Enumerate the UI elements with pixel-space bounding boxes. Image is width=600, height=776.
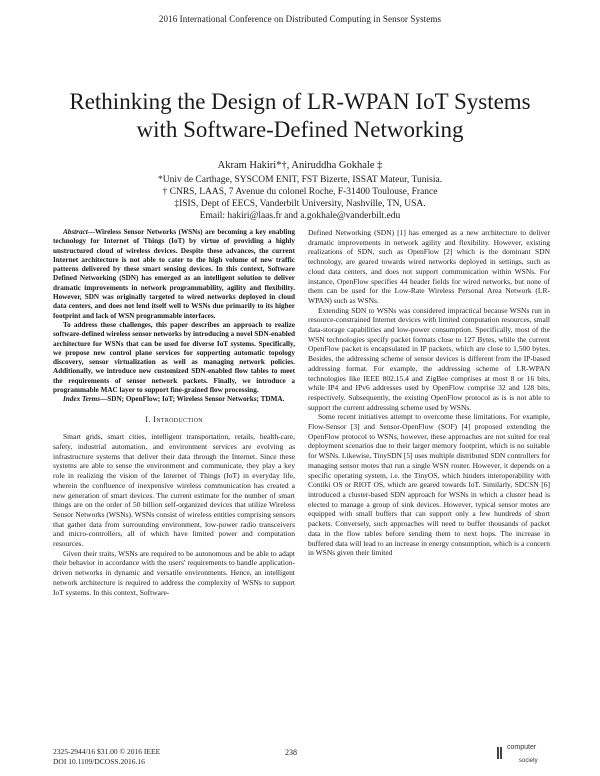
abstract-paragraph-2: To address these challenges, this paper describes an approach to realize software-defined wireless sensor networks by introducing a novel SDN-enabled architecture for WSNs that can be used for diverse IoT systems. Specifically, we propose new control plane services for supporting automatic topology discovery, sensor virtualization as well as managing network policies. Additionally, we introduce new customized SDN-enabled flow tables to meet the requirements of sensor network packets. Finally, we introduce a programmable MAC layer to support fine-grained flow processing.: [53, 320, 295, 395]
paper-title: [40, 88, 560, 144]
logo-brand-text: computer: [507, 744, 537, 751]
right-paragraph-3: Some recent initiatives attempt to overcome these limitations. For example, Flow-Sensor [3] and Sensor-OpenFlow (SOF) [4] proposed extending the OpenFlow protocol to WSNs, however, these approaches are not suited for real deployment scenarios due to their larger memory footprint, which is no suitable for WSNs. Likewise, TinySDN [5] uses multiple distributed SDN controllers for managing sensor motes that run a single WSN router. However, it depends on a specific operating system, i.e. the TinyOS, which hinders interoperability with Contiki OS or RIOT OS, which are geared towards IoT. Similarly, SDCSN [6] introduced a cluster-based SDN approach for WSNs in which a cluster head is elected to manage a group of sink devices. However, typical sensor motes are equipped with small buffers that can support only a few hundreds of short packets. Conversely, such approaches will need to buffer thousands of packet data in the flow tables before sending them to next hops. The increase in buffered data will lead to an increase in energy consumption, which is a concern in WSNs given their limited: [308, 412, 550, 558]
footer-doi: DOI 10.1109/DCOSS.2016.16: [53, 756, 145, 766]
affiliation-1: *Univ de Carthage, SYSCOM ENIT, FST Bizerte, ISSAT Mateur, Tunisia.: [157, 175, 443, 185]
author-names: Akram Hakiri*†, Aniruddha Gokhale ‡: [217, 160, 383, 171]
author-email: Email: hakiri@laas.fr and a.gokhale@vanderbilt.edu: [199, 211, 401, 221]
abstract-text: —Wireless Sensor Networks (WSNs) are becoming a key enabling technology for Internet of Things (IoT) by virtue of providing a highly unstructured cloud of wireless devices. Despite these advances, the current Internet architecture is not able to cater to the high volume of new traffic patterns delivered by these smart sensing devices. In this context, Software Defined Networking (SDN) has emerged as an intelligent solution to deliver dramatic improvements in network programmability, agility and flexibility. However, SDN was originally targeted to wired networks deployed in cloud data centers, and does not lend itself well to WSNs due primarily to its higher footprint and lack of WSN programmable interfaces.: [53, 228, 295, 320]
conference-header: 2016 International Conference on Distributed Computing in Sensor Systems: [158, 14, 442, 24]
index-terms: [53, 395, 295, 404]
right-paragraph-2: Extending SDN to WSNs was considered impractical because WSNs run in resource-constrained Internet devices with limited computation resources, small data-storage capabilities and low-power consumption. Specifically, most of the WSN technologies specify packet formats close to 127 Bytes, while the current OpenFlow packet is encapsulated in IP packets, which are close to 1,500 bytes. Besides, the addressing scheme of sensor devices is different from the IP-based addressing format. For example, the addressing scheme of LR-WPAN technologies like IEEE 802.15.4 and ZigBee comprises at most 8 or 16 bits, while IP4 and IPv6 addresses used by OpenFlow comprise 32 and 128 bits, respectively. Subsequently, the existing OpenFlow protocol as is is not able to support the current addressing scheme used by WSNs.: [308, 305, 550, 412]
computer-society-logo: [497, 744, 549, 766]
footer-issn: 2325-2944/16 $31.00 © 2016 IEEE: [53, 747, 161, 756]
title-line-1: Rethinking the Design of LR-WPAN IoT Systems: [69, 89, 531, 114]
affiliation-2: † CNRS, LAAS, 7 Avenue du colonel Roche, F-31400 Toulouse, France: [162, 187, 438, 197]
section-heading-introduction: I. Introduction: [145, 413, 203, 424]
index-terms-label: Index Terms: [63, 395, 101, 404]
page-number: 238: [285, 748, 297, 757]
affiliation-3: ‡ISIS, Dept of EECS, Vanderbilt University, Nashville, TN, USA.: [174, 199, 426, 209]
footer-copyright: [53, 747, 160, 766]
abstract-label: Abstract: [63, 228, 88, 236]
intro-paragraph-1: Smart grids, smart cities, intelligent transportation, retails, health-care, safety, industrial automation, and environment services are evolving as infrastructure systems that deliver their data through the Internet. Since these systems are able to sense the environment and communicate, they play a key role in realizing the vision of the Internet of Things (IoT) in everyday life, wherein the confluence of inexpensive wireless communication has created a new generation of smart devices. The current estimate for the number of smart things are on the order of 50 billion self-organized devices that utilize Wireless Sensor Networks (WSNs). WSNs consist of wireless entities comprising sensors that gather data from surrounding environment, low-power radio transceivers and micro-controllers, all of which have limited power and computation resources.: [53, 432, 295, 549]
right-paragraph-1: Defined Networking (SDN) [1] has emerged as a new architecture to deliver dramatic improvements in network agility and flexibility. However, existing realizations of SDN, such as OpenFlow [2] which is the dominant SDN technology, are geared towards wired networks deployed in settings, such as cloud data centers, and does not support communication within WSNs. For instance, OpenFlow specifies 44 header fields for wired networks, but none of them can be used for the Low-Rate Wireless Personal Area Network (LR-WPAN) such as WSNs.: [308, 228, 550, 305]
index-terms-text: —SDN; OpenFlow; IoT; Wireless Sensor Networks; TDMA.: [100, 395, 285, 404]
left-column: [53, 228, 295, 597]
abstract-paragraph: [53, 228, 295, 321]
author-block: [0, 160, 600, 222]
logo-bars-icon: [497, 746, 503, 764]
title-line-2: with Software-Defined Networking: [136, 117, 464, 142]
right-column: [308, 228, 550, 558]
intro-paragraph-2: Given their traits, WSNs are required to be autonomous and be able to adapt their behavior in accordance with the users' requirements to handle application-driven networks in dynamic and versatile environments. Hence, an intelligent network architecture is required to address the complexity of WSNs to support IoT systems. In this context, Software-: [53, 548, 295, 597]
logo-society-text: society: [519, 758, 538, 764]
